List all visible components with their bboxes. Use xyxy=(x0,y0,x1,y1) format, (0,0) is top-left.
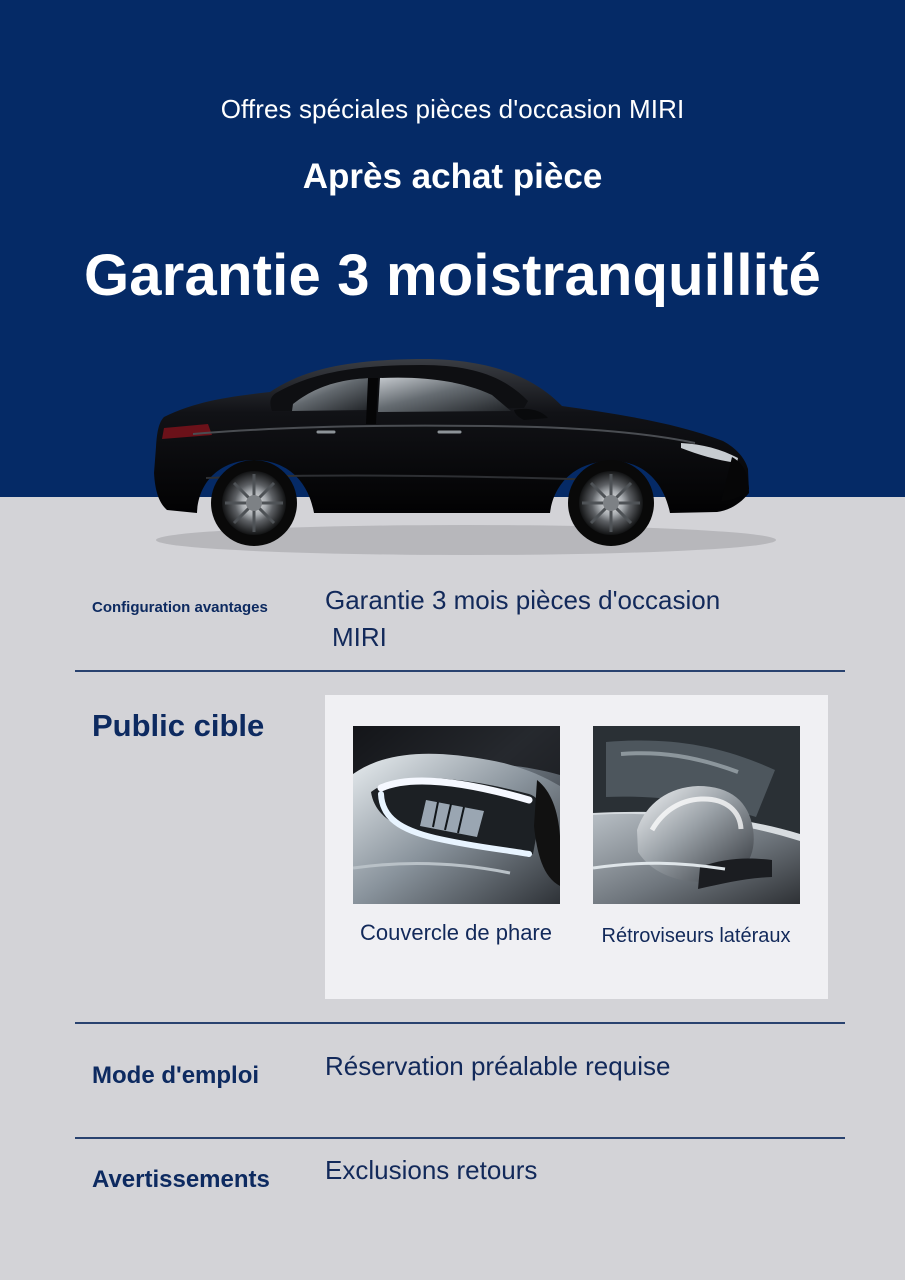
offer-subtitle: Après achat pièce xyxy=(302,157,603,196)
side-mirror-photo xyxy=(593,726,800,904)
section-divider xyxy=(75,1022,845,1024)
headlight-cover-caption: Couvercle de phare xyxy=(359,920,552,945)
warnings-label: Avertissements xyxy=(92,1166,270,1193)
configuration-value-line-2: MIRI xyxy=(332,622,387,652)
configuration-label: Configuration avantages xyxy=(92,599,268,616)
side-mirrors-caption: Rétroviseurs latéraux xyxy=(601,925,791,947)
section-divider xyxy=(75,1137,845,1139)
black-sedan-image xyxy=(136,336,776,568)
section-divider xyxy=(75,670,845,672)
configuration-value xyxy=(325,582,755,656)
offer-eyebrow: Offres spéciales pièces d'occasion MIRI xyxy=(220,94,685,124)
headlight-photo xyxy=(353,726,560,904)
usage-value: Réservation préalable requise xyxy=(325,1051,671,1081)
warranty-headline: Garantie 3 moistranquillité xyxy=(83,243,822,308)
usage-label: Mode d'emploi xyxy=(92,1062,260,1089)
configuration-value-line-1: Garantie 3 mois pièces d'occasion xyxy=(325,585,721,615)
warnings-value: Exclusions retours xyxy=(325,1155,538,1185)
target-audience-label: Public cible xyxy=(92,708,265,743)
parts-card xyxy=(325,695,828,999)
